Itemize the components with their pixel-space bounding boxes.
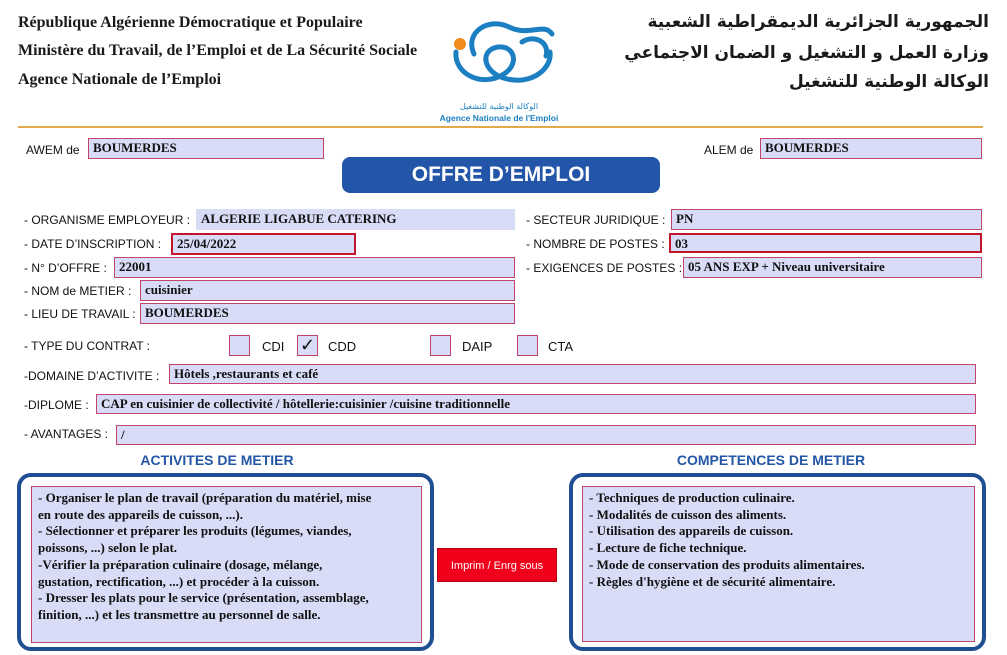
header-ar-agency: الوكالة الوطنية للتشغيل (788, 72, 989, 92)
date-field[interactable]: 25/04/2022 (171, 233, 356, 255)
activity-line: -Vérifier la préparation culinaire (dosage, mélange, (38, 556, 323, 572)
header-ministry: Ministère du Travail, de l’Emploi et de La Sécurité Sociale (18, 42, 418, 59)
activity-line: - Sélectionner et préparer les produits (légumes, viandes, (38, 523, 352, 539)
page-title: OFFRE D’EMPLOI (342, 157, 660, 193)
competences-title: COMPETENCES DE METIER (676, 452, 866, 468)
activities-textarea[interactable] (31, 486, 422, 643)
offer-number-field[interactable]: 22001 (114, 257, 515, 278)
offer-number-label: - N° D’OFFRE : (24, 261, 107, 275)
competence-line: - Modalités de cuisson des aliments. (589, 506, 787, 522)
competence-line: - Règles d'hygiène et de sécurité alimentaire. (589, 573, 836, 589)
workplace-field[interactable]: BOUMERDES (140, 303, 515, 324)
competences-textarea[interactable] (582, 486, 975, 642)
contract-cta-label: CTA (548, 339, 574, 354)
print-save-button[interactable]: Imprim / Enrg sous (437, 548, 557, 582)
sector-field[interactable]: PN (671, 209, 982, 230)
activity-line: en route des appareils de cuisson, ...). (38, 506, 244, 522)
activity-line: poissons, ...) selon le plat. (38, 540, 178, 556)
competence-line: - Lecture de fiche technique. (589, 540, 747, 556)
contract-daip-label: DAIP (462, 339, 493, 354)
contract-cta-checkbox[interactable] (517, 335, 538, 356)
contract-cdd-checkbox[interactable]: ✓ (297, 335, 318, 356)
competences-panel (569, 473, 986, 651)
contract-cdi-label: CDI (262, 339, 285, 354)
anem-logo (434, 12, 564, 124)
activity-line: - Dresser les plats pour le service (présentation, assemblage, (38, 590, 369, 606)
awem-field[interactable]: BOUMERDES (88, 138, 324, 159)
sector-label: - SECTEUR JURIDIQUE : (526, 213, 666, 227)
domain-label: -DOMAINE D’ACTIVITE : (24, 369, 160, 383)
competence-line: - Mode de conservation des produits alimentaires. (589, 556, 865, 572)
anem-logo-icon (434, 12, 564, 96)
benefits-field[interactable]: / (116, 425, 976, 445)
awem-label: AWEM de (26, 143, 80, 157)
header-ar-ministry: وزارة العمل و التشغيل و الضمان الاجتماعي (624, 43, 989, 63)
contract-cdd-label: CDD (328, 339, 357, 354)
job-name-label: - NOM de METIER : (24, 284, 132, 298)
activity-line: gustation, rectification, ...) et procéder à la cuisson. (38, 573, 320, 589)
alem-label: ALEM de (704, 143, 754, 157)
date-label: - DATE D’INSCRIPTION : (24, 237, 162, 251)
activity-line: - Organiser le plan de travail (préparation du matériel, mise (38, 490, 372, 505)
benefits-label: - AVANTAGES : (24, 427, 109, 441)
requirements-label: - EXIGENCES DE POSTES : (526, 261, 683, 275)
requirements-field[interactable]: 05 ANS EXP + Niveau universitaire (683, 257, 982, 278)
header-ar-republic: الجمهورية الجزائرية الديمقراطية الشعبية (647, 12, 989, 32)
header-republic: République Algérienne Démocratique et Populaire (18, 14, 363, 31)
contract-cdi-checkbox[interactable] (229, 335, 250, 356)
header-divider (18, 126, 983, 128)
logo-arabic-text: الوكالة الوطنية للتشغيل (459, 102, 539, 111)
domain-field[interactable]: Hôtels ,restaurants et café (169, 364, 976, 384)
activities-title: ACTIVITES DE METIER (140, 452, 294, 468)
contract-type-label: - TYPE DU CONTRAT : (24, 339, 151, 353)
contract-daip-checkbox[interactable] (430, 335, 451, 356)
activities-panel (17, 473, 434, 651)
activity-line: finition, ...) et les transmettre au personnel de salle. (38, 606, 321, 622)
competence-line: - Utilisation des appareils de cuisson. (589, 523, 794, 539)
alem-field[interactable]: BOUMERDES (760, 138, 982, 159)
employer-label: - ORGANISME EMPLOYEUR : (24, 213, 191, 227)
logo-french-text: Agence Nationale de l'Emploi (439, 113, 559, 123)
employer-field[interactable]: ALGERIE LIGABUE CATERING (196, 209, 515, 230)
posts-field[interactable]: 03 (669, 233, 982, 253)
diploma-field[interactable]: CAP en cuisinier de collectivité / hôtellerie:cuisinier /cuisine traditionnelle (96, 394, 976, 414)
workplace-label: - LIEU DE TRAVAIL : (24, 307, 136, 321)
posts-label: - NOMBRE DE POSTES : (526, 237, 665, 251)
diploma-label: -DIPLOME : (24, 398, 89, 412)
job-name-field[interactable]: cuisinier (140, 280, 515, 301)
competence-line: - Techniques de production culinaire. (589, 490, 795, 505)
header-agency: Agence Nationale de l’Emploi (18, 71, 222, 88)
